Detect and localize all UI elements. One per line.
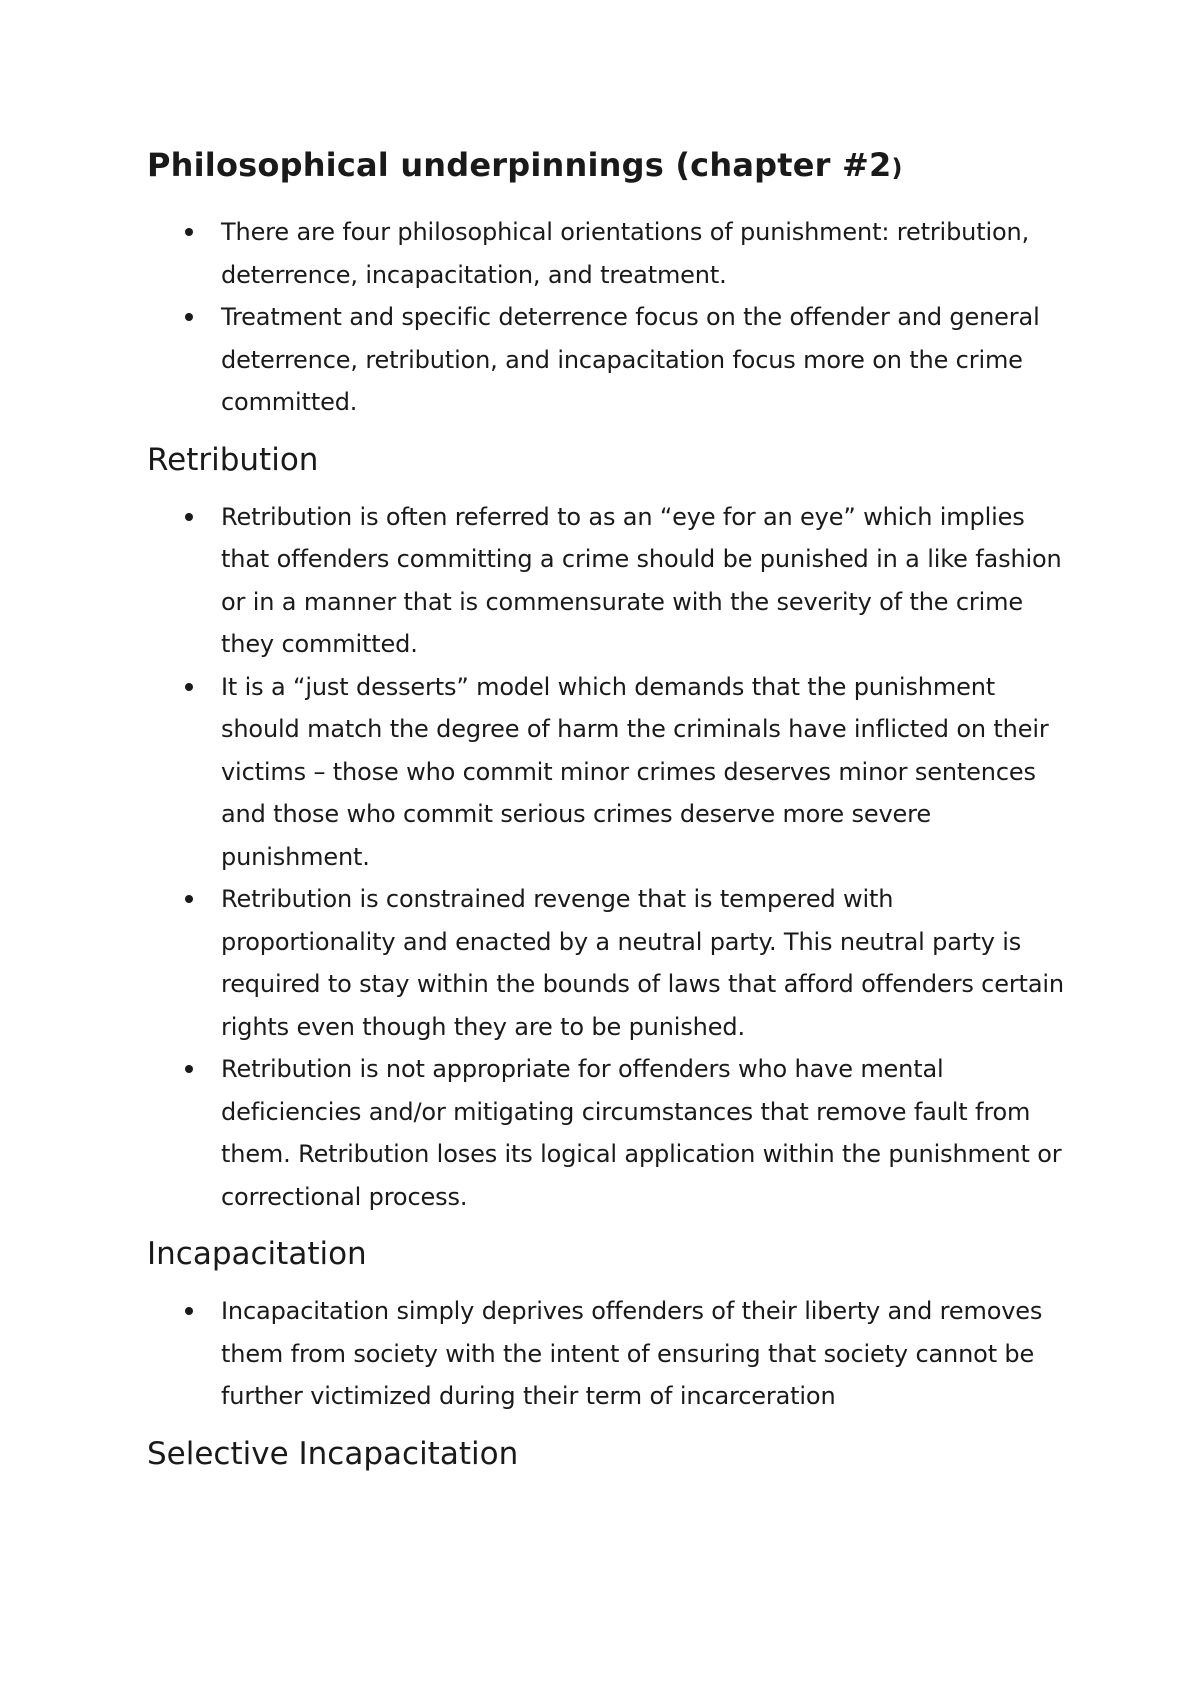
list-item [147, 296, 1071, 424]
list-item [147, 666, 1071, 879]
bullet-icon [185, 313, 193, 321]
intro-bullet-list [147, 211, 1077, 424]
bullet-icon [185, 513, 193, 521]
list-item-text: Retribution is constrained revenge that is tempered with proportionality and enacted by a neutral party. This neutral party is required to stay within the bounds of laws that afford offenders certain rights even though they are to be punished. [221, 885, 1064, 1041]
section-heading-incapacitation: Incapacitation [147, 1236, 367, 1272]
page-title-text: Philosophical underpinnings (chapter #2 [147, 146, 892, 184]
bullet-icon [185, 683, 193, 691]
list-item-text: It is a “just desserts” model which demands that the punishment should match the degree of harm the criminals have inflicted on their victims – those who commit minor crimes deserves minor sentences and those who commit serious crimes deserve more severe punishment. [221, 672, 1049, 871]
list-item [147, 211, 1071, 296]
list-item-text: Retribution is not appropriate for offenders who have mental deficiencies and/or mitigating circumstances that remove fault from them. Retribution loses its logical application within the punishment or correctional process. [221, 1055, 1062, 1211]
bullet-icon [185, 1065, 193, 1073]
document-content [147, 140, 1077, 1490]
list-item [147, 1290, 1071, 1418]
list-item-text: Retribution is often referred to as an “eye for an eye” which implies that offenders committing a crime should be punished in a like fashion or in a manner that is commensurate with the severity of the crime they committed. [221, 502, 1062, 658]
list-item [147, 496, 1071, 666]
list-item [147, 1048, 1071, 1218]
bullet-icon [185, 1307, 193, 1315]
list-item-text: Treatment and specific deterrence focus on the offender and general deterrence, retribution, and incapacitation focus more on the crime committed. [221, 303, 1040, 416]
bullet-icon [185, 895, 193, 903]
incapacitation-bullet-list [147, 1290, 1077, 1418]
page-title-close-paren: ) [891, 154, 903, 182]
list-item-text: Incapacitation simply deprives offenders of their liberty and removes them from society with the intent of ensuring that society cannot be further victimized during their term of incarceration [221, 1297, 1043, 1410]
page-title [147, 140, 1077, 193]
section-heading-selective-incapacitation: Selective Incapacitation [147, 1435, 519, 1472]
bullet-icon [185, 228, 193, 236]
list-item-text: There are four philosophical orientations of punishment: retribution, deterrence, incapacitation, and treatment. [221, 218, 1030, 289]
list-item [147, 878, 1071, 1048]
retribution-bullet-list [147, 496, 1077, 1219]
section-heading-retribution: Retribution [147, 441, 319, 478]
